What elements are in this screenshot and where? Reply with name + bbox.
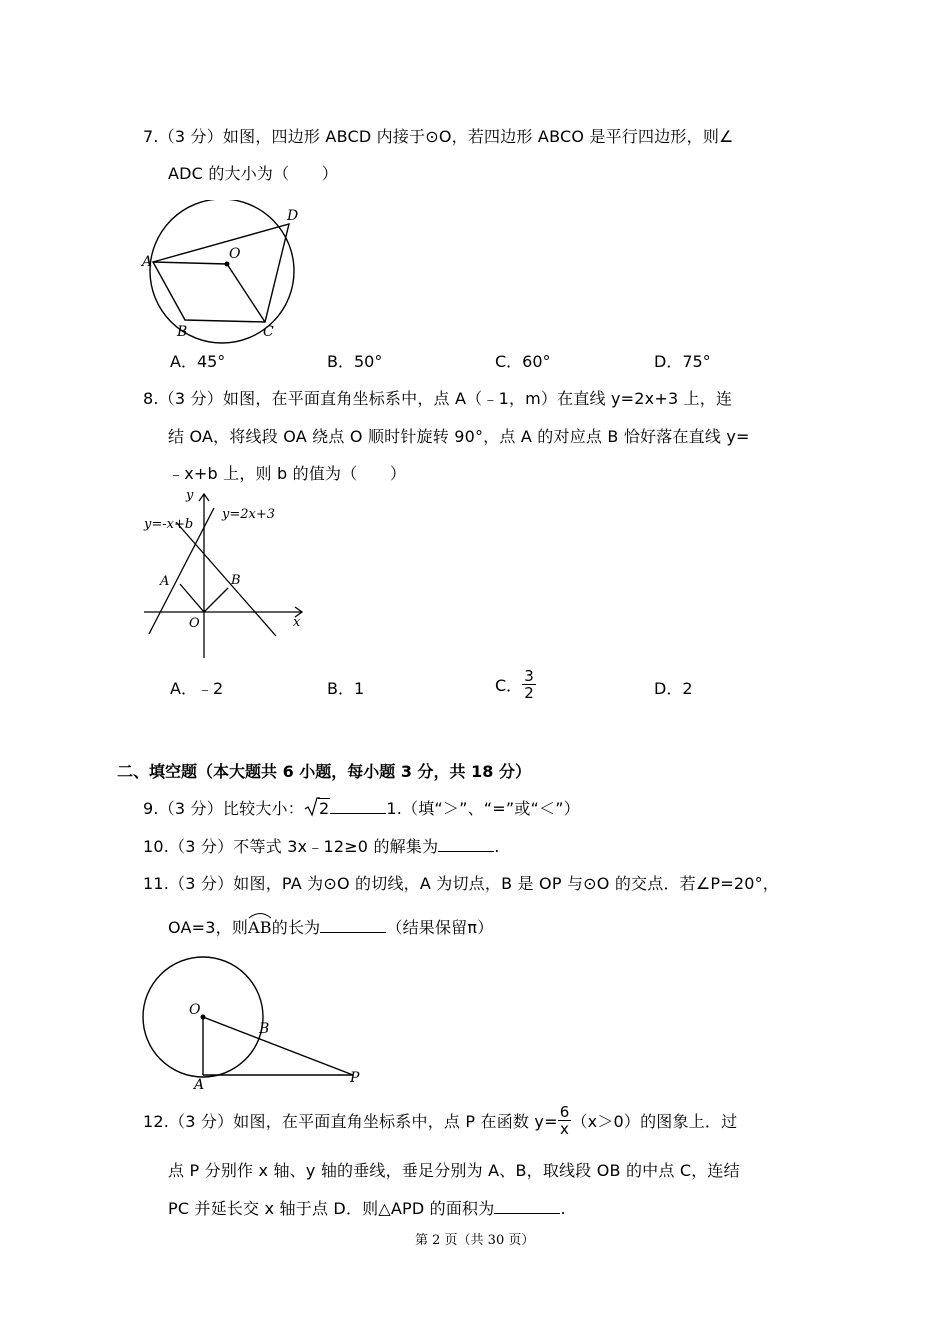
q7-label-c: C <box>263 324 274 340</box>
q10-suffix: . <box>494 837 500 856</box>
q7-text-line2: ADC 的大小为（ ） <box>168 164 338 183</box>
q11-answer-blank[interactable] <box>320 918 386 933</box>
q8-option-a: A．﹣2 <box>170 679 224 698</box>
q8-label-line2: y=2x+3 <box>222 507 276 522</box>
q8-option-c <box>495 668 536 701</box>
q7-option-d: D．75° <box>654 352 711 371</box>
q8-label-x: x <box>293 615 301 630</box>
q10-text <box>143 834 500 857</box>
q11-arc-label: AB <box>248 918 272 937</box>
q7-figure-circle-quadrilateral <box>138 200 318 345</box>
q8-text-line3: ﹣x+b 上，则 b 的值为（ ） <box>168 464 407 483</box>
q8-label-b: B <box>231 573 241 588</box>
q11-label-o: O <box>189 1002 201 1018</box>
q11-label-p: P <box>350 1070 360 1086</box>
q9-sqrt <box>304 799 330 818</box>
q7-lines <box>153 224 289 322</box>
q12-frac-num: 6 <box>559 1103 570 1121</box>
q8-option-c-fraction <box>522 668 536 701</box>
q9-radicand: 2 <box>318 799 330 818</box>
section-title: 二、填空题（本大题共 6 小题，每小题 3 分，共 18 分） <box>117 762 531 781</box>
q8-figure-coordinate-plane <box>140 486 310 661</box>
q12-line1-suffix: （x＞0）的图象上．过 <box>571 1112 738 1131</box>
q8-label-a: A <box>160 574 170 589</box>
q12-line3-prefix: PC 并延长交 x 轴于点 D．则△APD 的面积为 <box>168 1199 495 1218</box>
q7-label-o: O <box>229 246 241 262</box>
q8-text-line1: 8.（3 分）如图，在平面直角坐标系中，点 A（﹣1，m）在直线 y=2x+3 上，连 <box>143 389 733 408</box>
q8-label-line1: y=-x+b <box>144 517 194 532</box>
q9-prefix: 9.（3 分）比较大小： <box>143 799 304 818</box>
q11-label-b: B <box>259 1021 270 1037</box>
q11-text-line1: 11.（3 分）如图，PA 为⊙O 的切线，A 为切点，B 是 OP 与⊙O 的交点．若∠P=20°， <box>143 874 780 893</box>
q7-option-b: B．50° <box>327 352 383 371</box>
q8-option-c-label: C． <box>495 676 523 695</box>
q7-option-a: A．45° <box>170 352 226 371</box>
q8-option-c-den: 2 <box>524 684 534 702</box>
q9-sqrt-sign <box>304 797 320 817</box>
q12-answer-blank[interactable] <box>494 1199 560 1214</box>
q12-line3-suffix: . <box>560 1199 566 1218</box>
q11-segment-op <box>203 1017 353 1075</box>
q8-option-c-num: 3 <box>524 667 534 685</box>
q12-text-line3 <box>168 1196 566 1219</box>
q7-label-a: A <box>142 254 153 270</box>
q8-option-d: D．2 <box>654 679 693 698</box>
q9-suffix: 1.（填“＞”、“=”或“＜”） <box>386 799 580 818</box>
q8-label-y: y <box>186 488 194 503</box>
page-footer: 第 2 页（共 30 页） <box>415 1233 535 1248</box>
q9-text <box>143 796 580 819</box>
q7-text-line1: 7.（3 分）如图，四边形 ABCD 内接于⊙O，若四边形 ABCO 是平行四边形，则∠ <box>143 127 734 146</box>
q11-line2-suffix: （结果保留π） <box>386 918 494 937</box>
q11-line2-mid: 的长为 <box>271 918 321 937</box>
q7-option-c: C．60° <box>495 352 551 371</box>
q11-arc-ab <box>248 918 272 937</box>
q12-text-line1 <box>143 1104 737 1137</box>
q11-figure-tangent <box>138 950 368 1095</box>
q12-text-line2: 点 P 分别作 x 轴、y 轴的垂线，垂足分别为 A、B，取线段 OB 的中点 C，连结 <box>168 1161 740 1180</box>
q11-text-line2 <box>168 915 493 938</box>
q12-frac-den: x <box>560 1120 570 1138</box>
q11-arc-symbol <box>248 911 272 919</box>
q11-center-point <box>201 1015 206 1020</box>
q8-option-b: B．1 <box>327 679 365 698</box>
q7-label-b: B <box>177 324 188 340</box>
q12-line1-prefix: 12.（3 分）如图，在平面直角坐标系中，点 P 在函数 y= <box>143 1112 558 1131</box>
q10-prefix: 10.（3 分）不等式 3x﹣12≥0 的解集为 <box>143 837 439 856</box>
q11-line2-prefix: OA=3，则 <box>168 918 249 937</box>
q12-fraction <box>558 1104 572 1137</box>
q11-label-a: A <box>194 1077 205 1093</box>
q7-center-point <box>225 262 230 267</box>
q8-label-o: O <box>189 616 200 631</box>
q10-answer-blank[interactable] <box>438 837 494 852</box>
q9-answer-blank[interactable] <box>330 799 386 814</box>
q8-text-line2: 结 OA，将线段 OA 绕点 O 顺时针旋转 90°，点 A 的对应点 B 恰好落在直线 y= <box>168 427 750 446</box>
q7-label-d: D <box>287 208 299 224</box>
